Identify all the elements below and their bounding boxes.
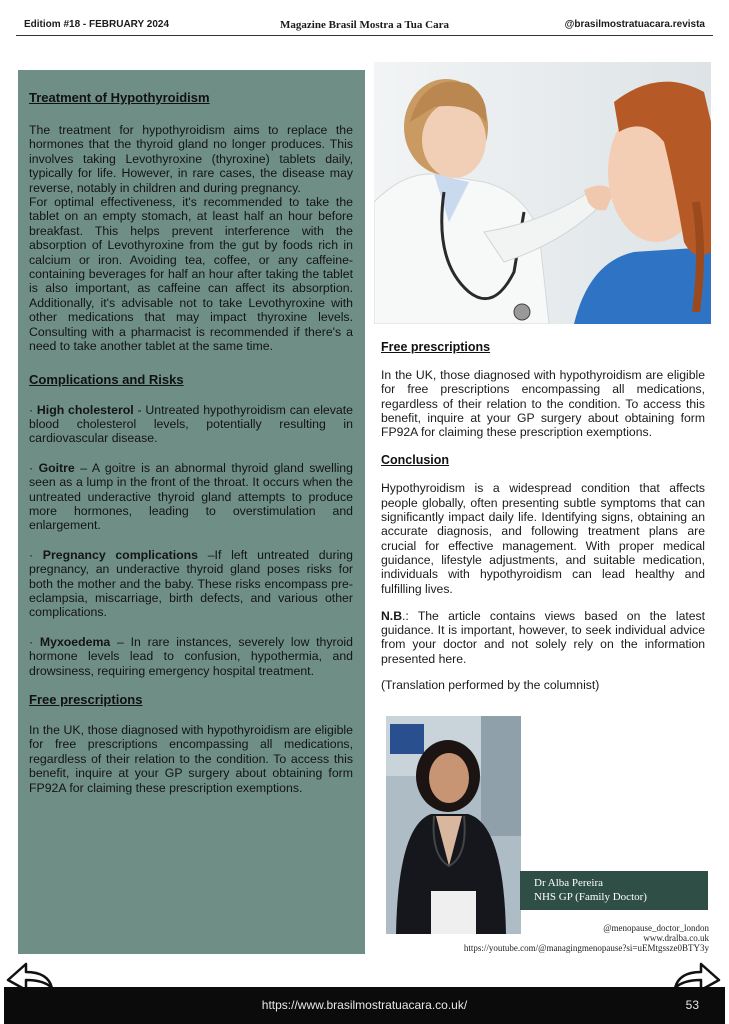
magazine-title: Magazine Brasil Mostra a Tua Cara	[280, 19, 449, 31]
footer-url[interactable]: https://www.brasilmostratuacara.co.uk/	[261, 998, 468, 1012]
page-footer	[4, 987, 725, 1024]
bullet-mark: ·	[29, 634, 40, 649]
author-name: Dr Alba Pereira	[534, 877, 604, 889]
complication-term: High cholesterol	[36, 402, 134, 417]
complication-item	[29, 403, 353, 446]
prescriptions-heading-left: Free prescriptions	[29, 692, 143, 707]
right-column	[381, 340, 705, 692]
bullet-mark: ·	[29, 460, 39, 475]
complication-item	[29, 548, 353, 620]
nb-text: .: The article contains views based on the latest guidance. It is important, however, to seek individual advice from your doctor and not solely rely on the information presented here.	[381, 608, 705, 666]
conclusion-text: Hypothyroidism is a widespread condition that affects people globally, often presenting subtle symptoms that can significantly impact daily life. Identifying signs, obtaining an accurate diagnosis, and following treatment plans are crucial for effective management. With proper medical guidance, lifestyle adjustments, and suitable medication, individuals with hypothyroidism can lead healthy and fulfilling lives.	[381, 481, 705, 596]
conclusion-heading: Conclusion	[381, 453, 450, 468]
youtube-link: https://youtube.com/@managingmenopause?si=uEMtgssze0BTY3y	[463, 943, 709, 953]
website-link: www.dralba.co.uk	[643, 933, 709, 943]
social-handle: @brasilmostratuacara.revista	[564, 19, 705, 30]
translation-note: (Translation performed by the columnist)	[381, 678, 600, 693]
prescriptions-text-right: In the UK, those diagnosed with hypothyroidism are eligible for free prescriptions encompassing all medications, regardless of their relation to the condition. To access this benefit, inquire at your GP surgery about obtaining form FP92A for claiming these prescription exemptions.	[381, 368, 705, 440]
left-column-panel	[18, 70, 365, 954]
page-header	[16, 14, 713, 36]
complication-item	[29, 635, 353, 678]
author-caption	[520, 871, 708, 910]
treatment-heading: Treatment of Hypothyroidism	[29, 90, 210, 105]
complication-text: – In rare instances, severely low thyroid hormone levels lead to confusion, hypothermia, and drowsiness, requiring emergency hospital treatment.	[29, 634, 353, 678]
complication-text: - Untreated hypothyroidism can elevate blood cholesterol levels, potentially resulting in cardiovascular disease.	[29, 402, 354, 446]
complication-term: Pregnancy complications	[42, 547, 199, 562]
treatment-paragraph-1: The treatment for hypothyroidism aims to replace the hormones that the thyroid gland no longer produces. This involves taking Levothyroxine (thyroxine) tablets daily, typically for life. However, in rare cases, the disease may reverse, notably in children and during pregnancy.	[29, 123, 353, 195]
edition-label: Editiom #18 - FEBRUARY 2024	[24, 19, 170, 30]
complication-term: Goitre	[38, 460, 75, 475]
nb-label: N.B	[381, 608, 402, 623]
complication-term: Myxoedema	[39, 634, 111, 649]
complications-heading: Complications and Risks	[29, 371, 184, 387]
page-number: 53	[685, 998, 699, 1012]
author-photo	[386, 716, 521, 934]
treatment-paragraph-2: For optimal effectiveness, it's recommended to take the tablet on an empty stomach, at least half an hour before breakfast. This helps prevent interference with the absorption of Levothyroxine from the gut by foods rich in calcium or iron. Avoiding tea, coffee, or any caffeine-containing beverages for half an hour after taking the tablet is also important, as caffeine can affect its absorption. Additionally, it's advisable not to take Levothyroxine with other medications that may impact thyroxine levels. Consulting with a pharmacist is recommended if there's a need to take another tablet at the same time.	[29, 195, 353, 354]
nb-note	[381, 609, 705, 666]
author-role: NHS GP (Family Doctor)	[534, 891, 647, 903]
complication-text: – A goitre is an abnormal thyroid gland swelling seen as a lump in the front of the throat. It occurs when the untreated underactive thyroid gland attempts to produce more hormones, leading to overstimulation and enlargement.	[29, 460, 353, 533]
doctor-patient-photo	[374, 62, 711, 324]
complication-text: –If left untreated during pregnancy, an underactive thyroid gland poses risks for both the mother and the baby. These risks encompass pre-eclampsia, miscarriage, birth defects, and various other complications.	[29, 547, 353, 620]
instagram-handle: @menopause_doctor_london	[603, 923, 709, 933]
prescriptions-heading-right: Free prescriptions	[381, 340, 491, 354]
prescriptions-text-left: In the UK, those diagnosed with hypothyroidism are eligible for free prescriptions encompassing all medications, regardless of their relation to the condition. To access this benefit, inquire at your GP surgery about obtaining form FP92A for claiming these prescription exemptions.	[29, 723, 353, 795]
bullet-mark: ·	[29, 547, 43, 562]
complication-item	[29, 461, 353, 533]
bullet-mark: ·	[29, 402, 37, 417]
